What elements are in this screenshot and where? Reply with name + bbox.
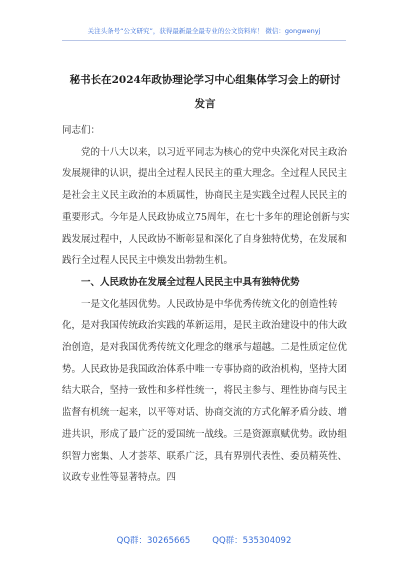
qq-group-1: QQ群：30265665 [116, 536, 191, 546]
salutation: 同志们： [62, 125, 101, 136]
header-divider [62, 40, 346, 41]
title-line-2: 发言 [194, 98, 216, 110]
section-heading-1: 一、人民政协在发展全过程人民民主中具有独特优势 [81, 276, 300, 288]
paragraph-advantages: 一是文化基因优势。人民政协是中华优秀传统文化的创造性转化，是对我国传统政治实践的革新运用，是民主政治建设中的伟大政治创造，是对我国优秀传统文化理念的继承与超越。二是性质定位优势。人民政协是我国政治体系中唯一专事协商的政治机构，坚持大团结大联合，坚持一致性和多样性统一，将民主参与、理性协商与民主监督有机统一起来，以平等对话、协商交流的方式化解矛盾分歧、增进共识，形成了最广泛的爱国统一战线。三是资源禀赋优势。政协组织智力密集、人才荟萃、联系广泛，具有界别代表性、委员精英性、议政专业性等显著特点。四 [62, 298, 348, 484]
footer-contact [0, 534, 408, 546]
paragraph-intro: 党的十八大以来，以习近平同志为核心的党中央深化对民主政治发展规律的认识，提出全过程人民民主的重大理念。全过程人民民主是社会主义民主政治的本质属性，协商民主是实践全过程人民民主的重要形式。今年是人民政协成立75周年，在七十多年的理论创新与实践发展过程中，人民政协不断彰显和深化了自身独特优势，在发展和践行全过程人民民主中焕发出勃勃生机。 [62, 146, 350, 267]
title-line-1: 秘书长在2024年政协理论学习中心组集体学习会上的研讨 [69, 74, 341, 86]
qq-group-2: QQ群：535304092 [212, 536, 292, 546]
promo-header: 关注头条号“公文研究”，获得最新最全最专业的公文资料库！ 微信：gongwenyj [87, 27, 321, 35]
document-title [60, 68, 350, 116]
document-body [62, 120, 352, 489]
